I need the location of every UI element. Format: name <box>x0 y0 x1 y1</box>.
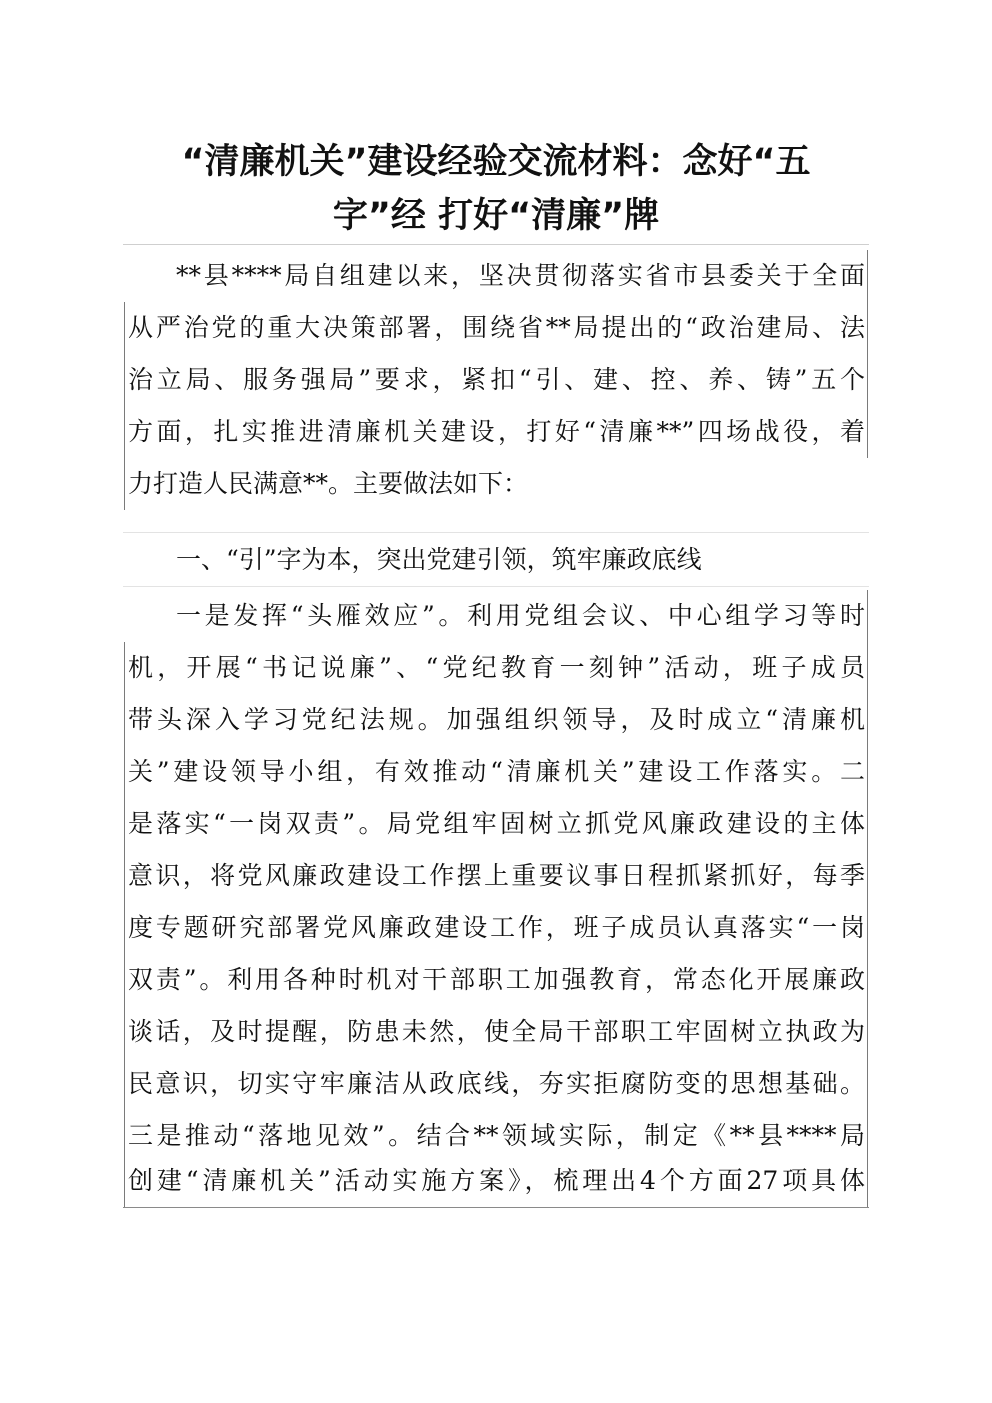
line-separator <box>123 586 869 587</box>
document-title-line-1: “清廉机关”建设经验交流材料：念好“五 <box>181 142 811 182</box>
body-line: 从严治党的重大决策部署，围绕省**局提出的“政治建局、法 <box>124 302 868 354</box>
document-title-line-2: 字”经 打好“清廉”牌 <box>332 196 660 236</box>
text-frame-bottom-border <box>123 1207 869 1208</box>
line-separator <box>123 532 869 533</box>
body-line: 方面，扎实推进清廉机关建设，打好“清廉**”四场战役，着 <box>124 406 868 458</box>
body-line: 三是推动“落地见效”。结合**领域实际，制定《**县****局 <box>124 1110 868 1162</box>
body-line: 谈话，及时提醒，防患未然，使全局干部职工牢固树立执政为 <box>124 1006 868 1058</box>
body-line: 度专题研究部署党风廉政建设工作，班子成员认真落实“一岗 <box>124 902 868 954</box>
body-line: 带头深入学习党纪法规。加强组织领导，及时成立“清廉机 <box>124 694 868 746</box>
body-line: **县****局自组建以来，坚决贯彻落实省市县委关于全面 <box>124 250 868 302</box>
body-line: 创建“清廉机关”活动实施方案》，梳理出4个方面27项具体 <box>124 1155 868 1207</box>
body-line: 是落实“一岗双责”。局党组牢固树立抓党风廉政建设的主体 <box>124 798 868 850</box>
section-heading: 一、“引”字为本，突出党建引领，筑牢廉政底线 <box>176 545 702 574</box>
body-line: 关”建设领导小组，有效推动“清廉机关”建设工作落实。二 <box>124 746 868 798</box>
text-frame-top-border <box>123 244 869 245</box>
body-line: 民意识，切实守牢廉洁从政底线，夯实拒腐防变的思想基础。 <box>124 1058 868 1110</box>
body-line: 意识，将党风廉政建设工作摆上重要议事日程抓紧抓好，每季 <box>124 850 868 902</box>
body-line: 力打造人民满意**。主要做法如下： <box>124 458 868 510</box>
body-line: 治立局、服务强局”要求，紧扣“引、建、控、养、铸”五个 <box>124 354 868 406</box>
body-line: 双责”。利用各种时机对干部职工加强教育，常态化开展廉政 <box>124 954 868 1006</box>
body-line: 机，开展“书记说廉”、“党纪教育一刻钟”活动，班子成员 <box>124 642 868 694</box>
body-line: 一是发挥“头雁效应”。利用党组会议、中心组学习等时 <box>124 590 868 642</box>
